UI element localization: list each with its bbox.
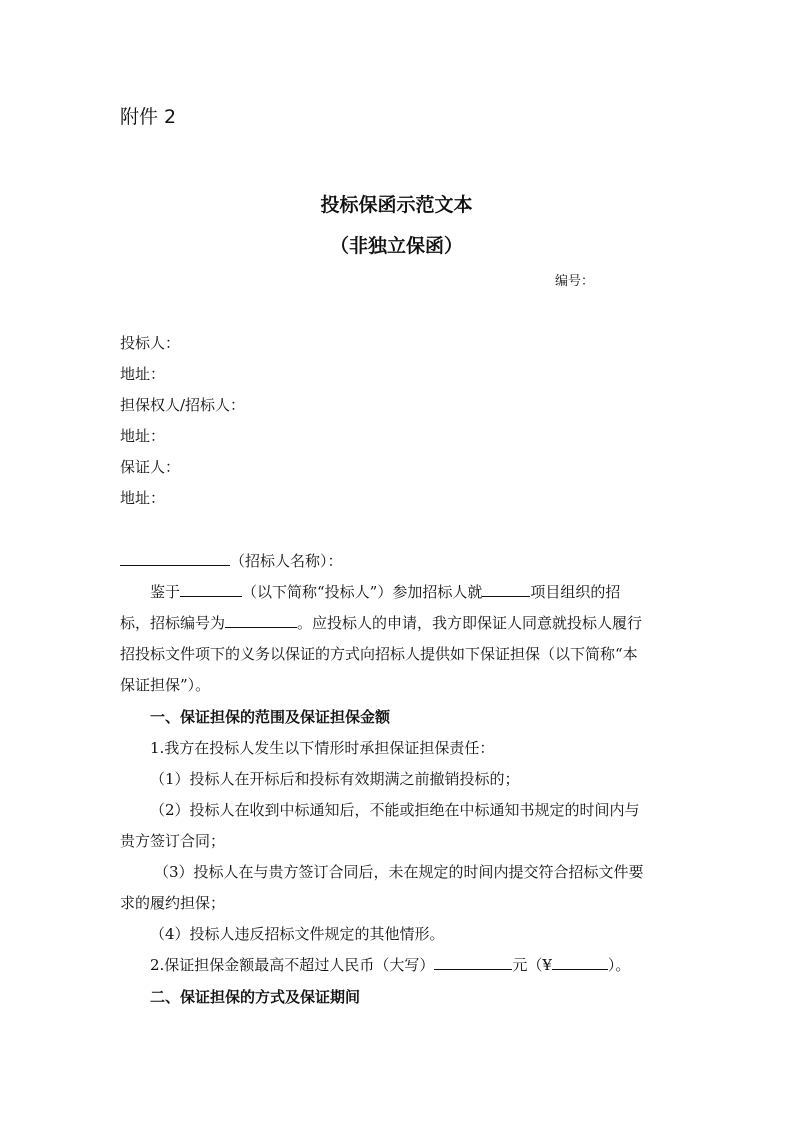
- section1-case2-line2: 贵方签订合同；: [120, 832, 226, 850]
- document-subtitle: （非独立保函）: [329, 235, 463, 257]
- document-title: 投标保函示范文本: [320, 194, 473, 216]
- intro-line-2: 标，招标编号为 。应投标人的申请，我方即保证人同意就投标人履行: [120, 614, 643, 632]
- section1-case2-line1: （2）投标人在收到中标通知后，不能或拒绝在中标通知书规定的时间内与: [150, 801, 640, 819]
- project-name-blank[interactable]: [482, 581, 530, 597]
- amount-in-figures-blank[interactable]: [552, 954, 608, 970]
- section1-case3-line1: （3）投标人在与贵方签订合同后，未在规定的时间内提交符合招标文件要: [154, 863, 644, 881]
- serial-number-label: 编号：: [555, 274, 595, 289]
- amount-in-words-blank[interactable]: [434, 954, 512, 970]
- party-beneficiary: 担保权人/招标人：: [120, 396, 246, 414]
- section1-case4: （4）投标人违反招标文件规定的其他情形。: [150, 925, 445, 943]
- section1-heading: 一、保证担保的范围及保证担保金额: [150, 708, 391, 726]
- section1-case1: （1）投标人在开标后和投标有效期满之前撤销投标的；: [150, 770, 520, 788]
- addressee-line: [120, 550, 680, 571]
- bidder-name-blank[interactable]: [180, 581, 242, 597]
- party-guarantor: 保证人：: [120, 458, 181, 476]
- intro-line-1: 鉴于 （以下简称“投标人”）参加招标人就 项目组织的招: [150, 583, 621, 601]
- intro-line-3: 招投标文件项下的义务以保证的方式向招标人提供如下保证担保（以下简称“本: [120, 645, 638, 663]
- section1-item2: 2.保证担保金额最高不超过人民币（大写） 元（¥ ）。: [150, 956, 631, 974]
- party-bidder-address: 地址：: [120, 365, 166, 383]
- addressee-suffix: （招标人名称）：: [230, 552, 343, 570]
- section1-item1: 1.我方在投标人发生以下情形时承担保证担保责任：: [150, 739, 495, 757]
- intro-line-4: 保证担保”）。: [120, 676, 211, 694]
- party-bidder: 投标人：: [120, 334, 181, 352]
- section2-heading: 二、保证担保的方式及保证期间: [150, 988, 361, 1006]
- tenderer-name-blank[interactable]: [120, 550, 230, 566]
- tender-number-blank[interactable]: [225, 612, 297, 628]
- party-beneficiary-address: 地址：: [120, 427, 166, 445]
- section1-case3-line2: 求的履约担保；: [120, 894, 226, 912]
- party-guarantor-address: 地址：: [120, 489, 166, 507]
- attachment-label: 附件 2: [120, 106, 177, 128]
